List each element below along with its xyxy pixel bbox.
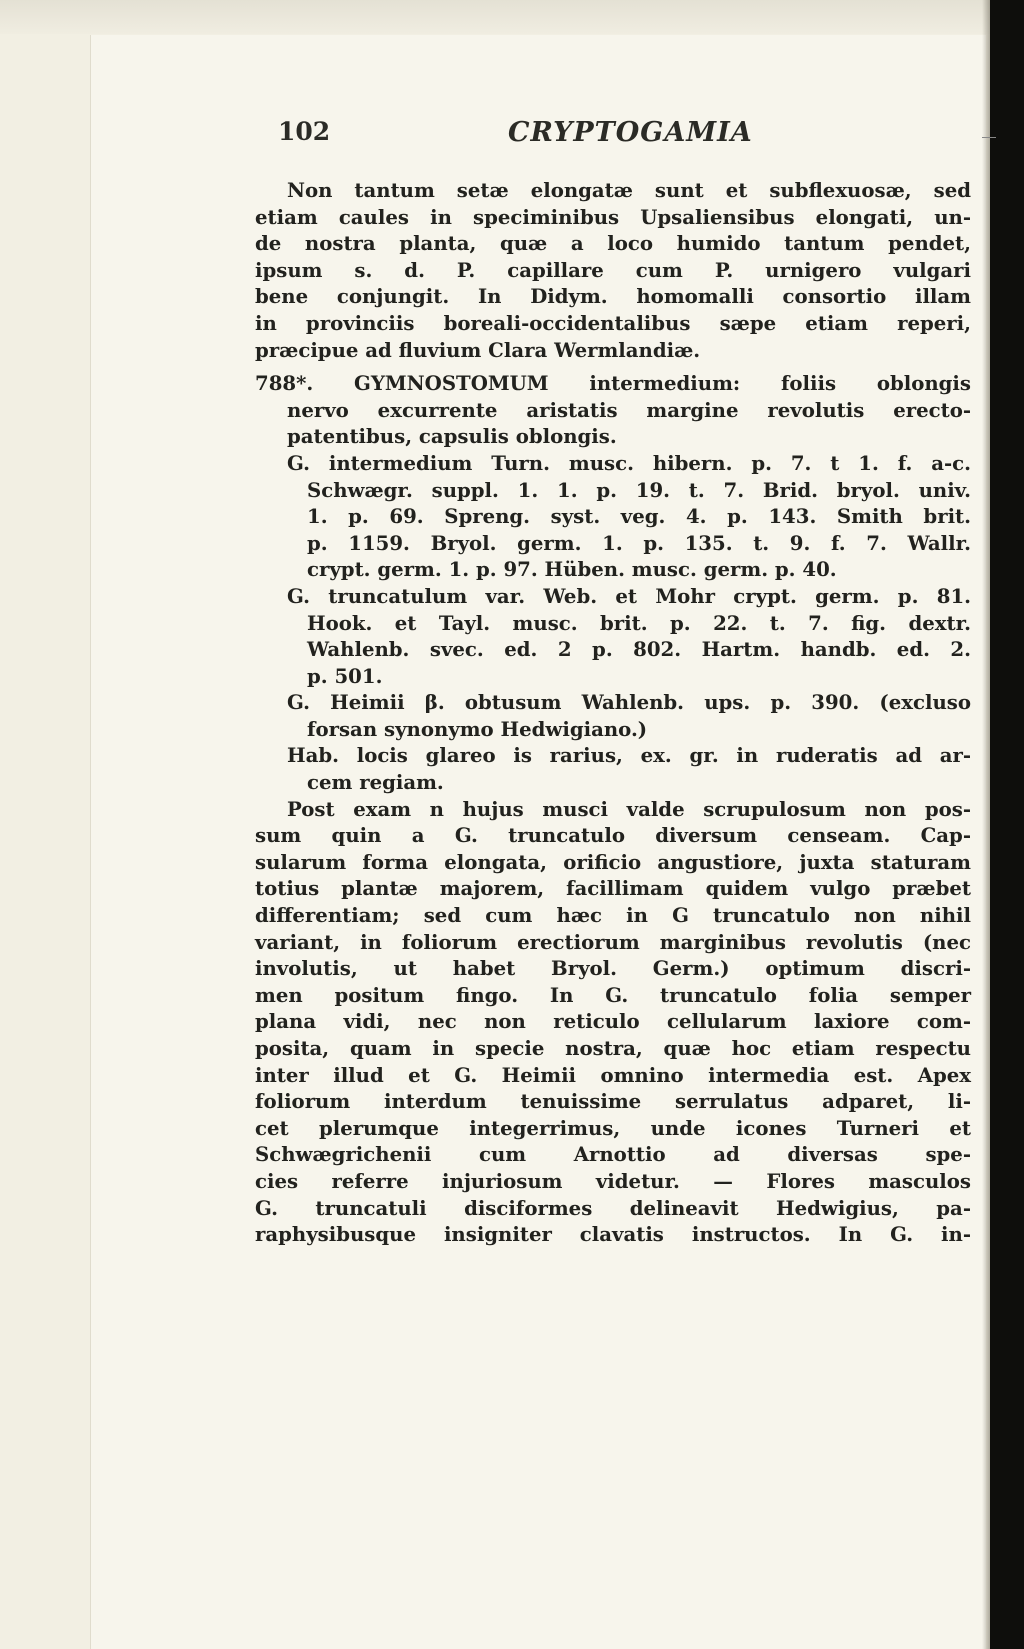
text-line: nervo excurrente aristatis margine revolutis erecto- <box>287 398 971 422</box>
synonym-line: p. 1159. Bryol. germ. 1. p. 135. t. 9. f. 7. Wallr. <box>307 531 971 555</box>
text-line: Post exam n hujus musci valde scrupulosum non pos- <box>287 797 971 821</box>
text-line: sularum forma elongata, orificio angustiore, juxta staturam <box>255 850 971 874</box>
text-line: variant, in foliorum erectiorum marginibus revolutis (nec <box>255 930 971 954</box>
text-line: cet plerumque integerrimus, unde icones Turneri et <box>255 1116 971 1140</box>
synonym-line: forsan synonymo Hedwigiano.) <box>307 717 648 741</box>
scan-top-margin <box>0 0 990 34</box>
scan-border <box>990 0 1024 1649</box>
text-line: præcipue ad fluvium Clara Wermlandiæ. <box>255 338 701 362</box>
text-line: cies referre injuriosum videtur. — Flores masculos <box>255 1169 971 1193</box>
text-line: raphysibusque insigniter clavatis instructos. In G. in- <box>255 1223 971 1247</box>
text-line: involutis, ut habet Bryol. Germ.) optimum discri- <box>255 957 971 981</box>
synonym-line: G. Heimii β. obtusum Wahlenb. ups. p. 390. (excluso <box>287 691 971 715</box>
text-line: foliorum interdum tenuissime serrulatus adparet, li- <box>255 1090 971 1114</box>
running-title: CRYPTOGAMIA <box>508 117 753 148</box>
text-line: totius plantæ majorem, facillimam quidem vulgo præbet <box>255 877 971 901</box>
synonym-line: Wahlenb. svec. ed. 2 p. 802. Hartm. handb. ed. 2. <box>307 638 971 662</box>
page-number: 102 <box>278 117 331 146</box>
text-line: patentibus, capsulis oblongis. <box>287 425 617 449</box>
synonym-line: G. intermedium Turn. musc. hibern. p. 7. t 1. f. a-c. <box>287 451 971 475</box>
text-line: bene conjungit. In Didym. homomalli consortio illam <box>255 285 971 309</box>
habitat-line: cem regiam. <box>307 771 444 795</box>
synonym-line: 1. p. 69. Spreng. syst. veg. 4. p. 143. Smith brit. <box>307 505 971 529</box>
text-line: plana vidi, nec non reticulo cellularum laxiore com- <box>255 1010 971 1034</box>
text-line: de nostra planta, quæ a loco humido tantum pendet, <box>255 232 971 256</box>
synonym-line: p. 501. <box>307 664 383 688</box>
text-line: G. truncatuli disciformes delineavit Hedwigius, pa- <box>255 1196 971 1220</box>
text-line: Schwægrichenii cum Arnottio ad diversas spe- <box>255 1143 971 1167</box>
page-header <box>278 117 778 157</box>
header-rule <box>982 137 996 138</box>
synonym-line: Schwægr. suppl. 1. 1. p. 19. t. 7. Brid. bryol. univ. <box>307 478 971 502</box>
page-gutter-shadow <box>982 0 990 1649</box>
text-line: in provinciis boreali-occidentalibus sæpe etiam reperi, <box>255 311 971 335</box>
synonym-line: G. truncatulum var. Web. et Mohr crypt. germ. p. 81. <box>287 584 971 608</box>
synonym-line: Hook. et Tayl. musc. brit. p. 22. t. 7. fig. dextr. <box>307 611 971 635</box>
body-text <box>255 178 971 1249</box>
habitat-line: Hab. locis glareo is rarius, ex. gr. in ruderatis ad ar- <box>287 744 971 768</box>
synonym-line: crypt. germ. 1. p. 97. Hüben. musc. germ. p. 40. <box>307 558 837 582</box>
text-line: inter illud et G. Heimii omnino intermedia est. Apex <box>255 1063 971 1087</box>
species-heading: 788*. GYMNOSTOMUM intermedium: foliis oblongis <box>255 372 971 396</box>
text-line: men positum fingo. In G. truncatulo folia semper <box>255 983 971 1007</box>
text-line: Non tantum setæ elongatæ sunt et subflexuosæ, sed <box>287 179 971 202</box>
text-line: ipsum s. d. P. capillare cum P. urnigero vulgari <box>255 258 971 282</box>
text-line: differentiam; sed cum hæc in G truncatulo non nihil <box>255 904 971 928</box>
text-line: posita, quam in specie nostra, quæ hoc etiam respectu <box>255 1037 971 1060</box>
text-line: sum quin a G. truncatulo diversum censeam. Cap- <box>255 824 971 848</box>
text-line: etiam caules in speciminibus Upsaliensibus elongati, un- <box>255 205 971 229</box>
